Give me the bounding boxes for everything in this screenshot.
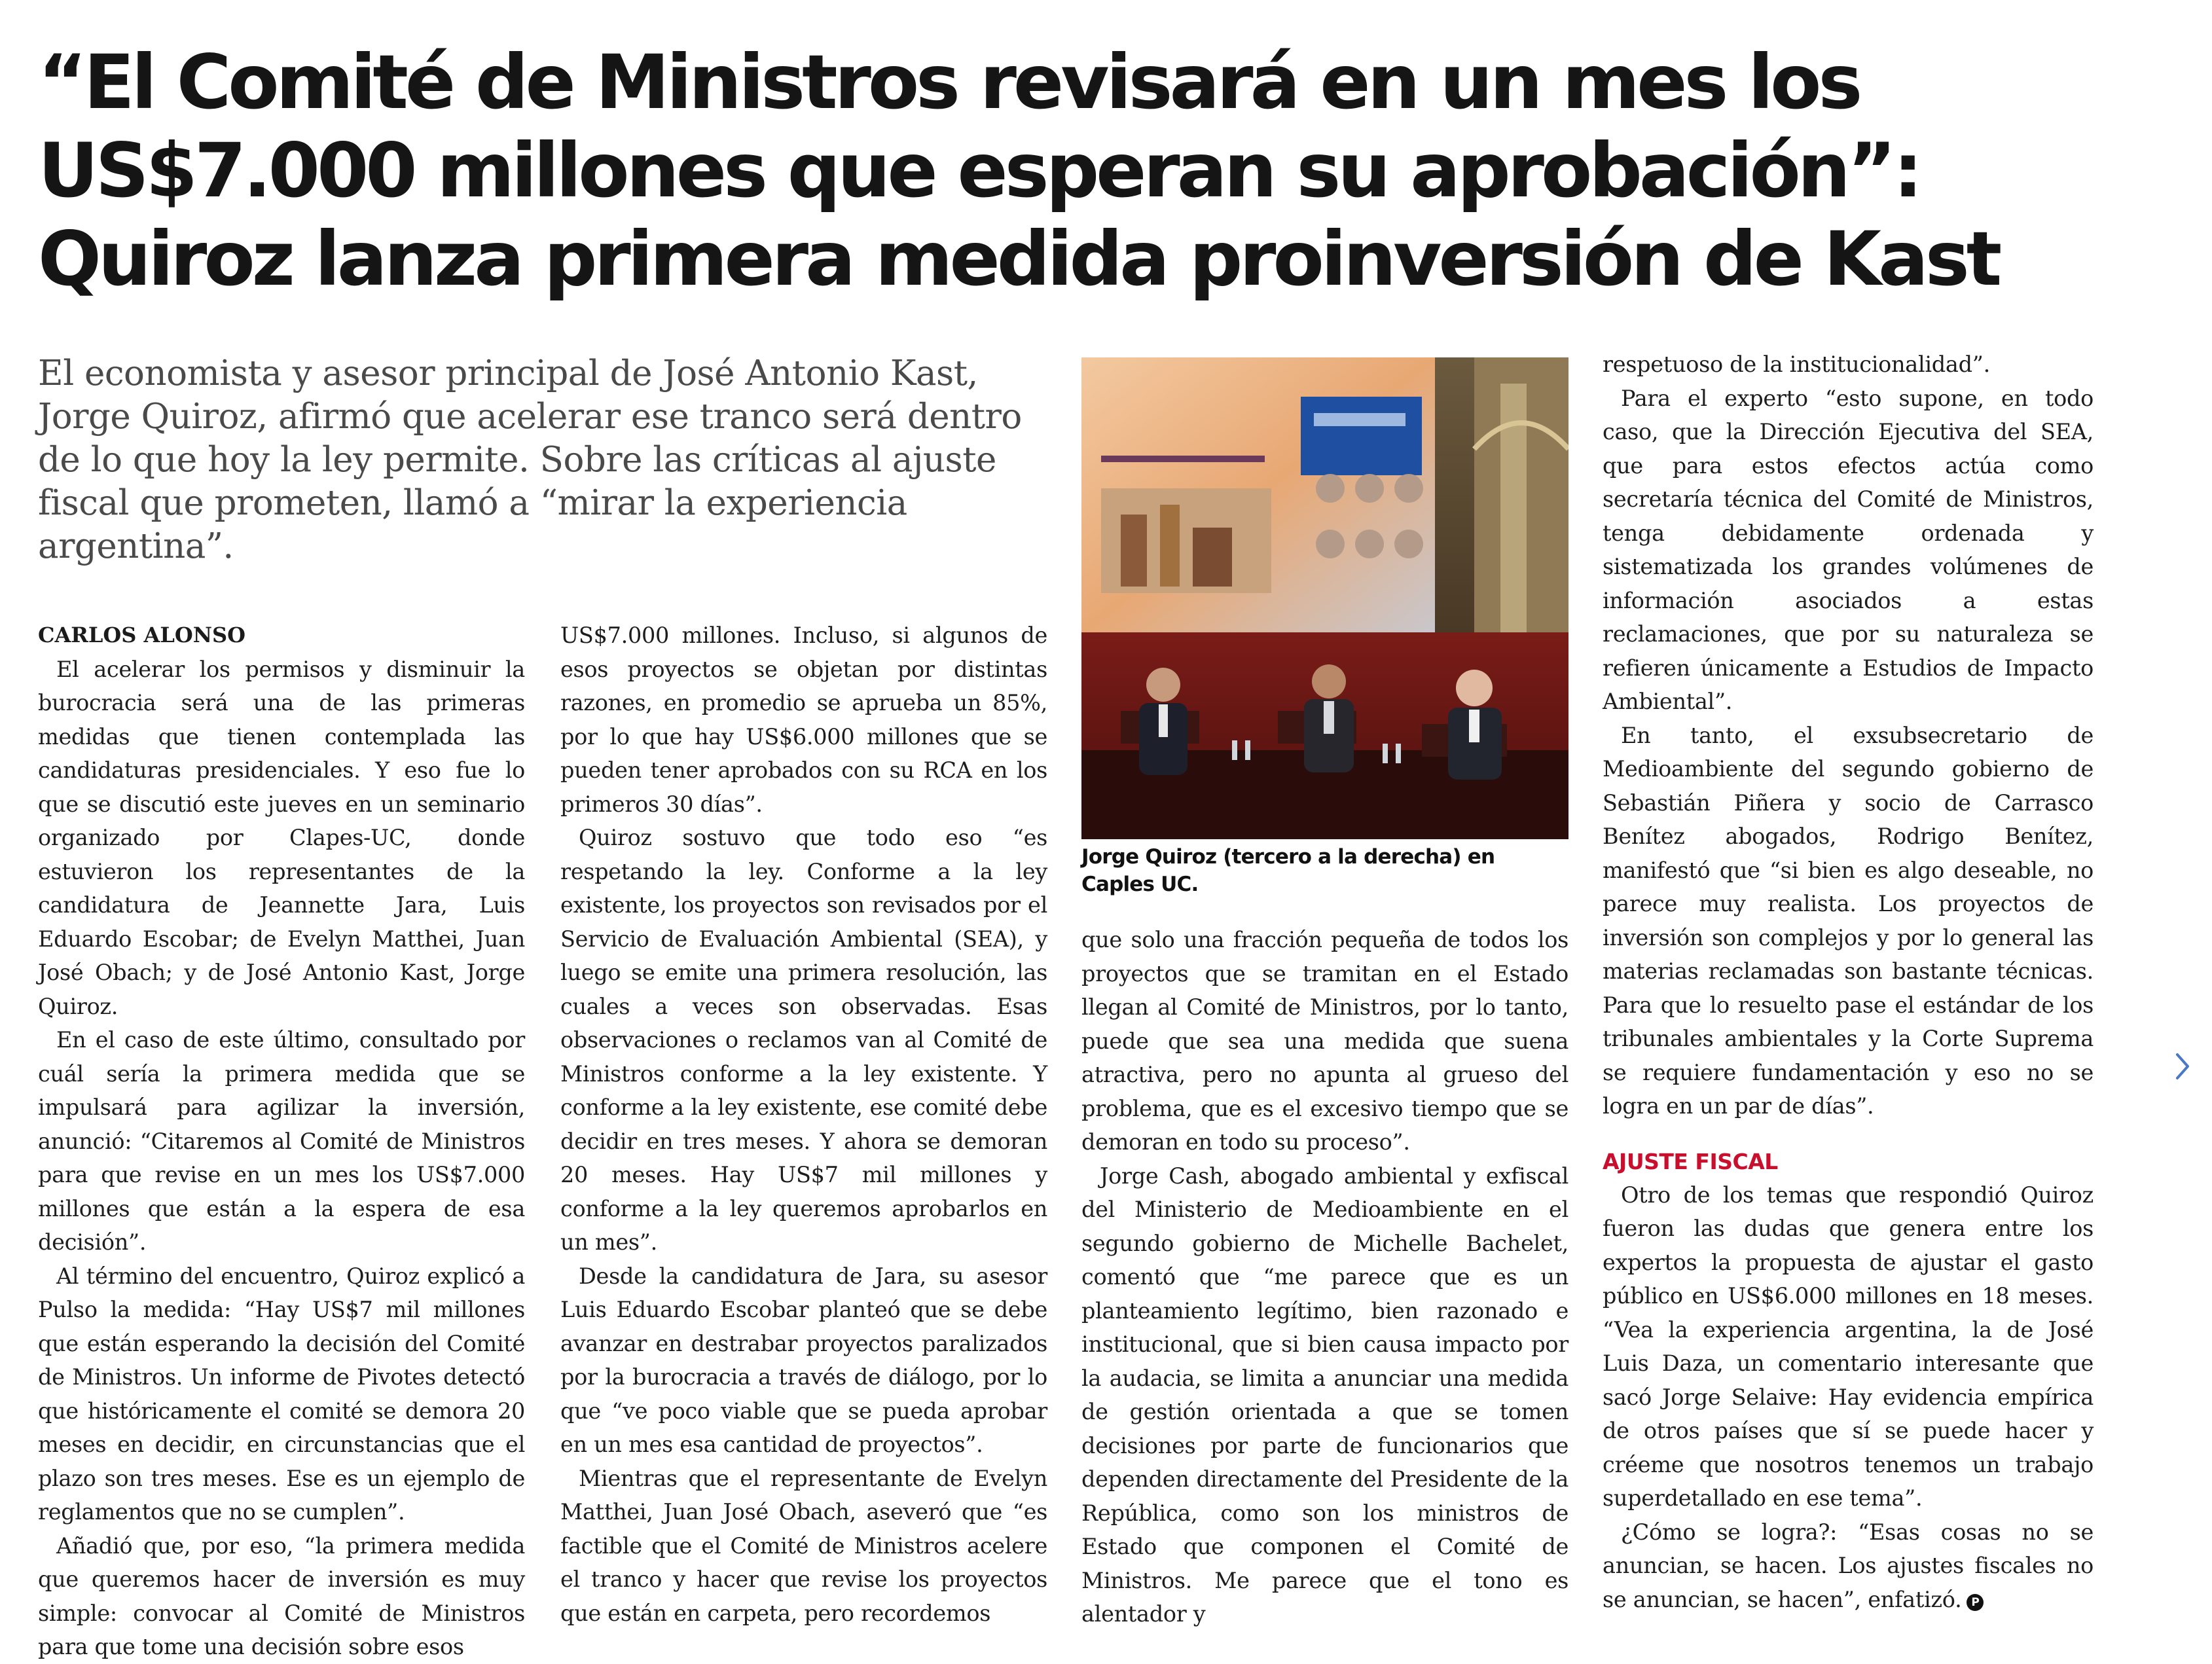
paragraph: En tanto, el exsubsecretario de Medioambiente del segundo gobierno de Sebastián Piñera y socio de Carrasco Benítez abogados, Rodrigo Benítez, manifestó que “si bien es algo deseable, no parece muy realista. Los proyectos de inversión son complejos y por lo general las materias reclamadas son bastante técnicas. Para que lo resuelto pase el estándar de los tribunales ambientales y la Corte Suprema se requiere fundamentación y eso no se logra en un par de días”.: [1603, 722, 2094, 1119]
column-3: [1081, 923, 1568, 1631]
headline-line-1: “El Comité de Ministros revisará en un mes los: [38, 39, 1860, 126]
headline-line-2: US$7.000 millones que esperan su aprobación”:: [38, 127, 1920, 214]
paragraph: Quiroz sostuvo que todo eso “es respetando la ley. Conforme a la ley existente, los proyectos son revisados por el Servicio de Evaluación Ambiental (SEA), y luego se emite una primera resolución, las cuales a veces son observadas. Esas observaciones o reclamos van al Comité de Ministros conforme a la ley existente. Y conforme a la ley existente, ese comité debe decidir en tres meses. Y ahora se demoran 20 meses. Hay US$7 mil millones y conforme a la ley queremos aprobarlos en un mes”.: [560, 825, 1047, 1255]
photo-caption: Jorge Quiroz (tercero a la derecha) en Caples UC.: [1081, 845, 1495, 896]
paragraph: Desde la candidatura de Jara, su asesor Luis Eduardo Escobar planteó que se debe avanzar en destrabar proyectos paralizados por la burocracia a través de diálogo, por lo que “ve poco viable que se pueda aprobar en un mes esa cantidad de proyectos”.: [560, 1263, 1047, 1457]
headline-line-3: Quiroz lanza primera medida proinversión de Kast: [38, 215, 1999, 302]
section-subhead: AJUSTE FISCAL: [1603, 1148, 1778, 1174]
paragraph: que solo una fracción pequeña de todos los proyectos que se tramitan en el Estado llegan al Comité de Ministros, por lo tanto, puede que sea una medida que suena atractiva, pero no apunta al grueso del problema, que es el excesivo tiempo que se demoran en todo su proceso”.: [1081, 927, 1568, 1155]
final-paragraph-text: ¿Cómo se logra?: “Esas cosas no se anuncian, se hacen. Los ajustes fiscales no se anuncian, se hacen”, enfatizó.: [1603, 1519, 2094, 1612]
paragraph: Otro de los temas que respondió Quiroz fueron las dudas que genera entre los expertos la propuesta de ajustar el gasto público en US$6.000 millones en 18 meses. “Vea la experiencia argentina, la de José Luis Daza, un comentario interesante que sacó Jorge Selaive: Hay evidencia empírica de otros países que sí se puede hacer y créeme que nosotros tenemos un trabajo superdetallado en ese tema”.: [1603, 1182, 2094, 1511]
paragraph: respetuoso de la institucionalidad”.: [1603, 352, 1990, 377]
seminar-photo-illustration: [1081, 357, 1568, 839]
headline: [38, 38, 2035, 303]
column-2: [560, 619, 1047, 1630]
paragraph: El acelerar los permisos y disminuir la burocracia será una de las primeras medidas que tienen contemplada las candidaturas presidenciales. Y eso fue lo que se discutió este jueves en un seminario organizado por Clapes-UC, donde estuvieron los representantes de la candidatura de Jeannette Jara, Luis Eduardo Escobar; de Evelyn Matthei, Juan José Obach; y de José Antonio Kast, Jorge Quiroz.: [38, 656, 525, 1019]
paragraph: Mientras que el representante de Evelyn Matthei, Juan José Obach, aseveró que “es factible que el Comité de Ministros acelere el tranco y hacer que revise los proyectos que están en carpeta, pero recordemos: [560, 1465, 1047, 1626]
paragraph: [1603, 1515, 2094, 1617]
paragraph: En el caso de este último, consultado por cuál sería la primera medida que se impulsará para agilizar la inversión, anunció: “Citaremos al Comité de Ministros para que revise en un mes los US$7.000 millones que están a la espera de esa decisión”.: [38, 1027, 525, 1255]
paragraph: Para el experto “esto supone, en todo caso, que la Dirección Ejecutiva del SEA, que para estos efectos actúa como secretaría técnica del Comité de Ministros, tenga debidamente ordenada y sistematizada los grandes volúmenes de información asociados a estas reclamaciones, que por su naturaleza se refieren únicamente a Estudios de Impacto Ambiental”.: [1603, 385, 2094, 714]
paragraph: US$7.000 millones. Incluso, si algunos de esos proyectos se objetan por distintas razones, en promedio se aprueba un 85%, por lo que hay US$6.000 millones que se pueden tener aprobados con su RCA en los primeros 30 días”.: [560, 623, 1047, 817]
column-1: [38, 619, 525, 1664]
paragraph: Añadió que, por eso, “la primera medida que queremos hacer de inversión es muy simple: convocar al Comité de Ministros para que tome una decisión sobre esos: [38, 1532, 525, 1659]
pulso-end-mark-icon: P: [1967, 1594, 1984, 1611]
paragraph: Jorge Cash, abogado ambiental y exfiscal del Ministerio de Medioambiente en el segundo gobierno de Michelle Bachelet, comentó que “me parece que es un planteamiento legítimo, bien razonado e institucional, que si bien causa impacto por la audacia, se limita a anunciar una medida de gestión orientada a que se tomen decisiones por parte de funcionarios que dependen directamente del Presidente de la República, como son los ministros de Estado que componen el Comité de Ministros. Me parece que el tono es alentador y: [1081, 1163, 1568, 1627]
dek: El economista y asesor principal de José Antonio Kast, Jorge Quiroz, afirmó que acelerar ese tranco será dentro de lo que hoy la ley permite. Sobre las críticas al ajuste fiscal que prometen, llamó a “mirar la experiencia argentina”.: [38, 353, 1022, 566]
column-4: [1603, 348, 2094, 1616]
seminar-photo: [1081, 357, 1568, 839]
byline: CARLOS ALONSO: [38, 623, 245, 647]
chevron-right-icon: [2173, 1052, 2192, 1081]
paragraph: Al término del encuentro, Quiroz explicó a Pulso la medida: “Hay US$7 mil millones que están esperando la decisión del Comité de Ministros. Un informe de Pivotes detectó que históricamente el comité se demora 20 meses en decidir, en circunstancias que el plazo son tres meses. Ese es un ejemplo de reglamentos que no se cumplen”.: [38, 1263, 525, 1525]
next-page-button[interactable]: [2167, 1046, 2198, 1087]
